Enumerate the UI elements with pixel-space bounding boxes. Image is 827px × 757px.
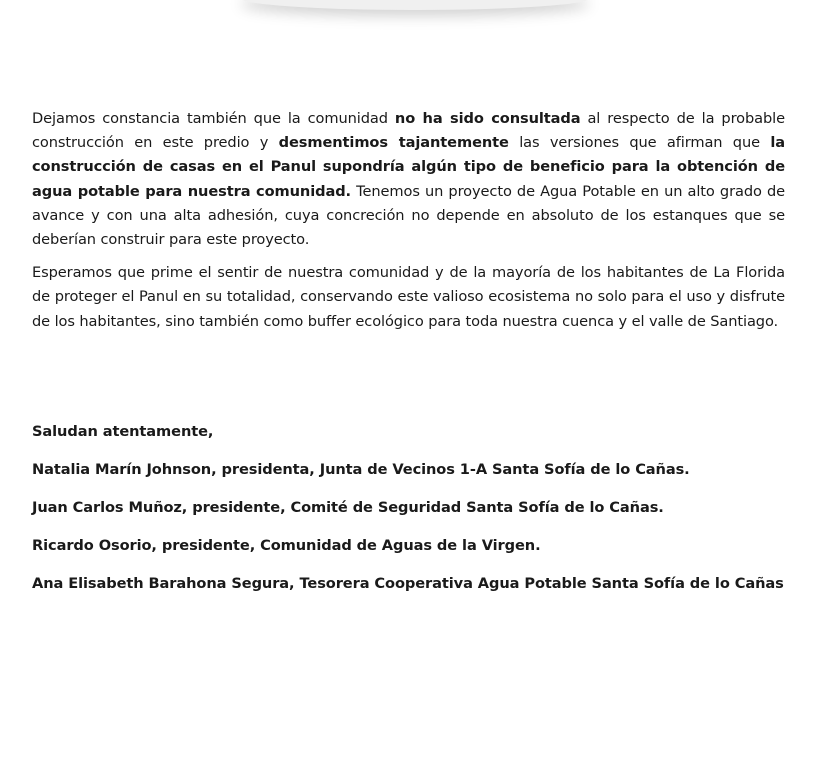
signatory-2: Juan Carlos Muñoz, presidente, Comité de Seguridad Santa Sofía de lo Cañas. <box>32 499 664 516</box>
p1-bold-claim: la construcción de casas en el Panul supondría algún tipo de beneficio para la obtención de agua potable para nuestra comunidad. <box>32 134 785 200</box>
signatory-3: Ricardo Osorio, presidente, Comunidad de Aguas de la Virgen. <box>32 537 541 554</box>
paragraph-hope: Esperamos que prime el sentir de nuestra comunidad y de la mayoría de los habitantes de La Florida de proteger el Panul en su totalidad, conservando este valioso ecosistema no solo para el uso y disfrute de los habitantes, sino también como buffer ecológico para toda nuestra cuenca y el valle de Santiago. <box>32 264 785 330</box>
p1-bold-not-consulted: no ha sido consultada <box>394 110 581 127</box>
p1-text-2: al respecto de la probable construcción en este predio y <box>32 110 785 152</box>
p1-text-3: las versiones que afirman que <box>508 134 771 152</box>
letter-body <box>32 107 785 334</box>
paragraph-consultation <box>32 107 785 252</box>
p1-text-1: Dejamos constancia también que la comunidad <box>32 110 395 127</box>
p1-text-4: Tenemos un proyecto de Agua Potable en un alto grado de avance y con una alta adhesión, cuya concreción no depende en absoluto de los estanques que se deberían construir para este proyecto. <box>32 182 785 249</box>
p1-bold-deny: desmentimos tajantemente <box>278 134 509 152</box>
letter-closing <box>32 420 792 610</box>
top-edge-shadow <box>240 0 590 10</box>
salutation: Saludan atentamente, <box>32 423 214 440</box>
signatory-4: Ana Elisabeth Barahona Segura, Tesorera Cooperativa Agua Potable Santa Sofía de lo Cañas <box>32 575 784 592</box>
signatory-1: Natalia Marín Johnson, presidenta, Junta de Vecinos 1-A Santa Sofía de lo Cañas. <box>32 461 690 478</box>
